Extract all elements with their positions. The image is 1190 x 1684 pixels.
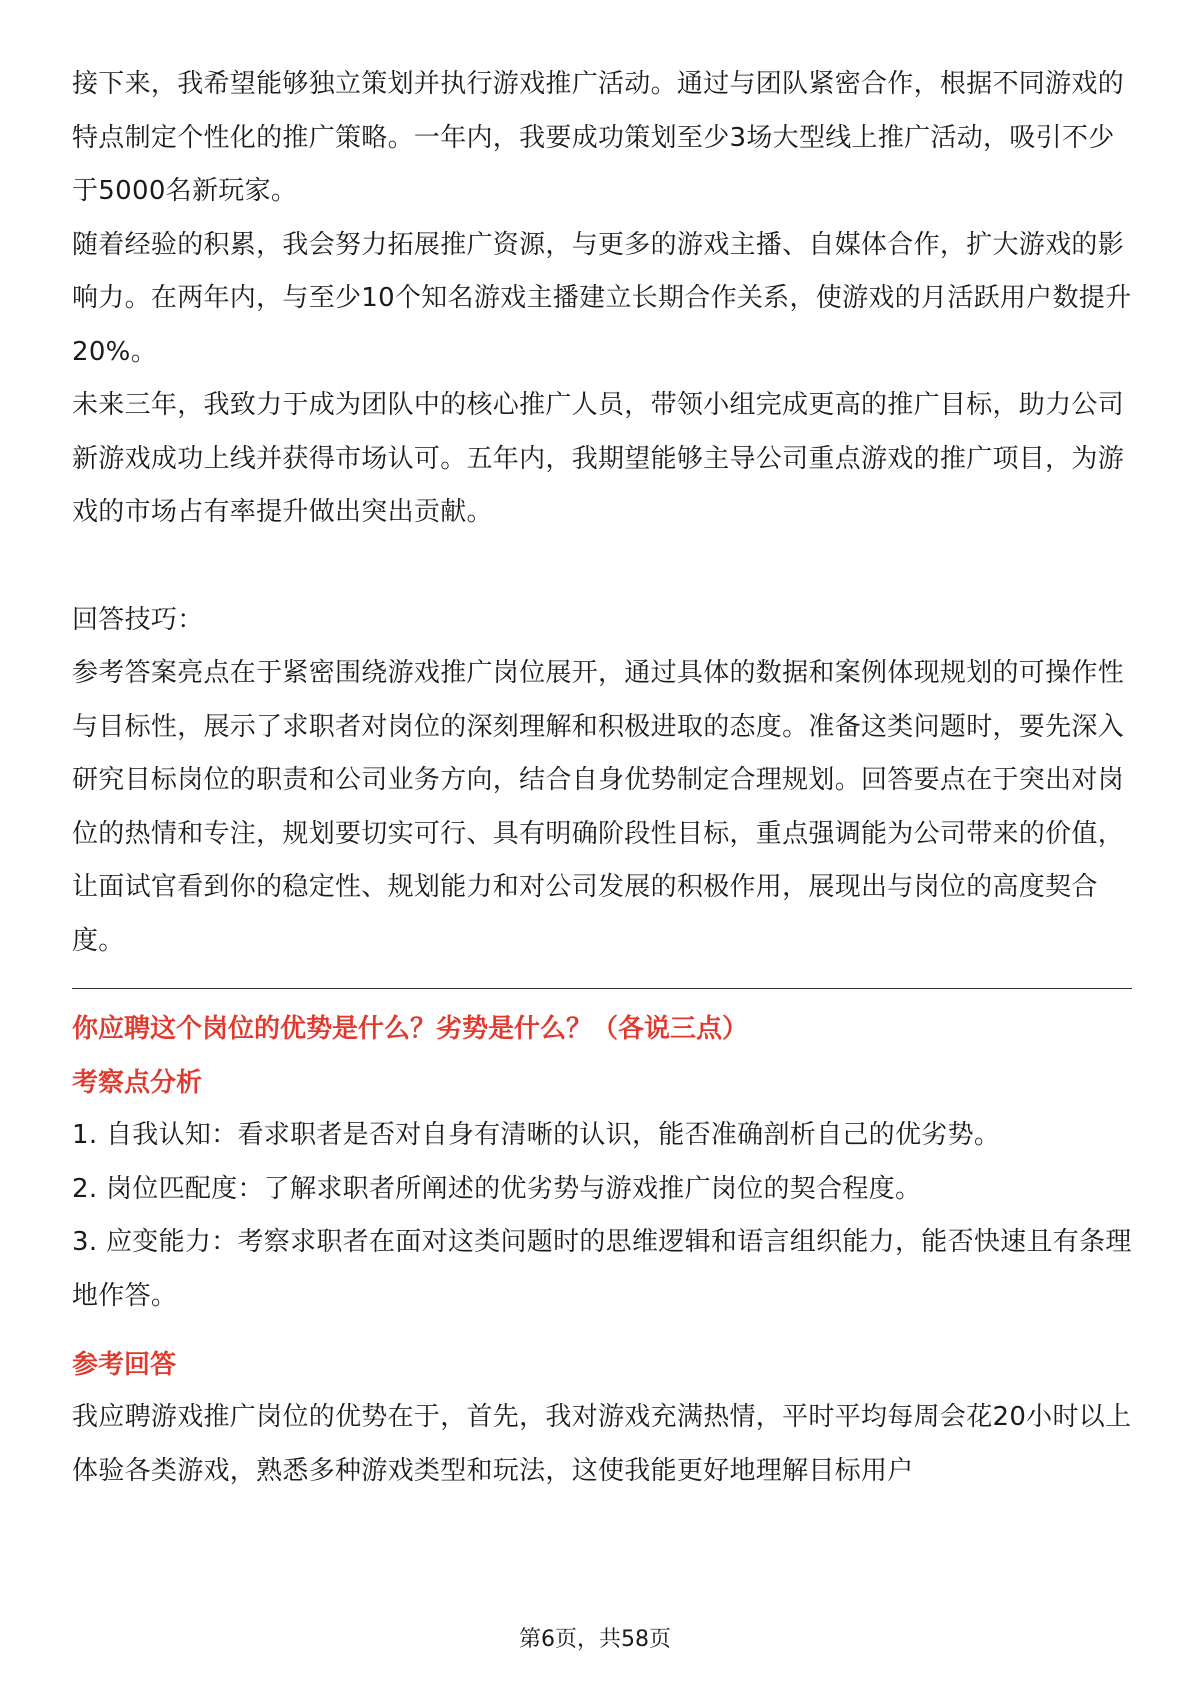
page-content bbox=[72, 58, 1132, 1498]
analysis-heading: 考察点分析 bbox=[72, 1068, 203, 1098]
answer-text: 我应聘游戏推广岗位的优势在于，首先，我对游戏充满热情，平时平均每周会花20小时以上体验各类游戏，熟悉多种游戏类型和玩法，这使我能更好地理解目标用户 bbox=[72, 1402, 1132, 1486]
analysis-item-2: 2. 岗位匹配度：了解求职者所阐述的优劣势与游戏推广岗位的契合程度。 bbox=[72, 1173, 922, 1204]
analysis-item-3: 3. 应变能力：考察求职者在面对这类问题时的思维逻辑和语言组织能力，能否快速且有条理地作答。 bbox=[72, 1227, 1132, 1311]
analysis-item-1: 1. 自我认知：看求职者是否对自身有清晰的认识，能否准确剖析自己的优劣势。 bbox=[72, 1120, 1001, 1150]
plan-paragraph-2: 随着经验的积累，我会努力拓展推广资源，与更多的游戏主播、自媒体合作，扩大游戏的影响力。在两年内，与至少10个知名游戏主播建立长期合作关系，使游戏的月活跃用户数提升20%。 bbox=[72, 229, 1132, 367]
question-title: 你应聘这个岗位的优势是什么？劣势是什么？（各说三点） bbox=[72, 1014, 749, 1044]
watermark: ​ bbox=[169, 712, 311, 913]
page-number: 第6页，共58页 bbox=[519, 1627, 671, 1652]
section-divider bbox=[72, 988, 1132, 989]
tips-text: 参考答案亮点在于紧密围绕游戏推广岗位展开，通过具体的数据和案例体现规划的可操作性与目标性，展示了求职者对岗位的深刻理解和积极进取的态度。准备这类问题时，要先深入研究目标岗位的职责和公司业务方向，结合自身优势制定合理规划。回答要点在于突出对岗位的热情和专注，规划要切实可行、具有明确阶段性目标，重点强调能为公司带来的价值，让面试官看到你的稳定性、规划能力和对公司发展的积极作用，展现出与岗位的高度契合度。 bbox=[72, 658, 1125, 956]
plan-paragraph-3: 未来三年，我致力于成为团队中的核心推广人员，带领小组完成更高的推广目标，助力公司新游戏成功上线并获得市场认可。五年内，我期望能够主导公司重点游戏的推广项目，为游戏的市场占有率提升做出突出贡献。 bbox=[72, 390, 1125, 527]
spacer bbox=[72, 540, 1132, 594]
tips-label: 回答技巧： bbox=[72, 604, 204, 635]
answer-heading: 参考回答 bbox=[72, 1350, 177, 1380]
plan-paragraph-1: 接下来，我希望能够独立策划并执行游戏推广活动。通过与团队紧密合作，根据不同游戏的特点制定个性化的推广策略。一年内，我要成功策划至少3场大型线上推广活动，吸引不少于5000名新玩家。 bbox=[72, 69, 1125, 206]
